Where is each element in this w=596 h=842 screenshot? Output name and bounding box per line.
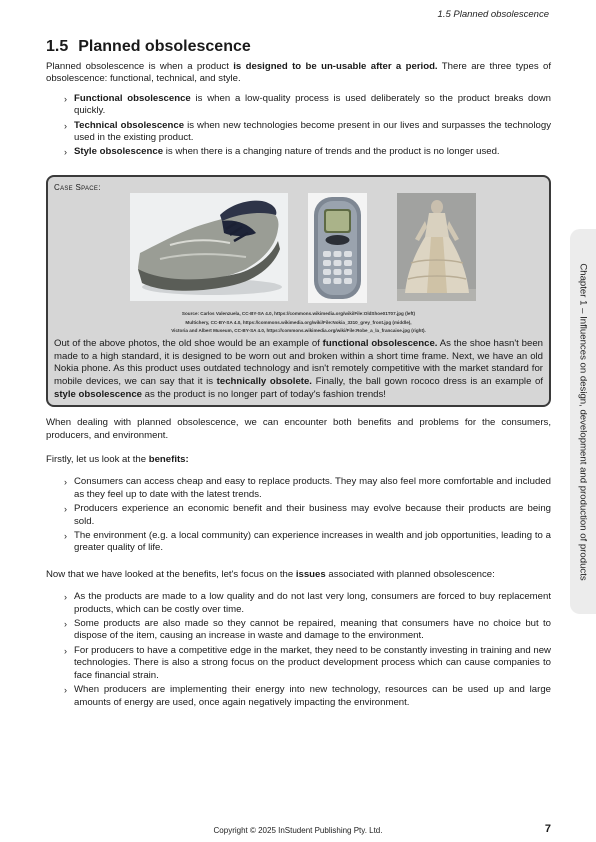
list-item (74, 93, 551, 118)
footer-copyright: Copyright © 2025 InStudent Publishing Pty. Ltd. (213, 826, 383, 835)
running-head: 1.5 Planned obsolescence (437, 9, 549, 20)
case-term-technical: technically obsolete. (216, 376, 312, 388)
worn-shoe-photo (130, 193, 288, 301)
term-technical: Technical obsolescence (74, 119, 185, 131)
case-term-functional: functional obsolescence. (322, 338, 438, 350)
case-text-part: as the product is no longer part of today's fashion trends! (142, 388, 386, 400)
list-item: › Producers experience an economic benefit and their business may evolve because their products are being sold. (74, 503, 551, 528)
page-number: 7 (544, 823, 551, 835)
nokia-phone-photo (308, 193, 367, 303)
page-content (46, 38, 551, 711)
intro-emphasis: is designed to be un-usable after a period. (233, 61, 438, 72)
rococo-gown-photo (397, 193, 476, 301)
case-text-part: Finally, the ball gown rococo dress is an example of (311, 376, 544, 388)
intro-text-a: Planned obsolescence is when a product (46, 61, 234, 72)
case-study-box (46, 175, 551, 407)
section-title (46, 38, 551, 56)
issues-intro-tail: associated with planned obsolescence: (325, 568, 495, 580)
issues-intro (46, 569, 551, 581)
term-functional-desc: is when a low-quality process is used deliberately so the product breaks down quickly. (74, 92, 551, 117)
list-item: › For producers to have a competitive edge in the market, they need to be constantly investing in training and new technologies. There is also a strong focus on the product development process which can cause companies to face financial strain. (74, 645, 551, 682)
benefits-heading: benefits: (148, 454, 189, 466)
chapter-tab-label: Chapter 1 – Influences on design, development and production of products (577, 262, 589, 581)
intro-text-c: There are three types of obsolescence: functional, technical, and style. (46, 61, 551, 85)
term-functional: Functional obsolescence (74, 92, 191, 104)
chapter-tab (570, 229, 596, 614)
issues-heading: issues (295, 568, 326, 580)
list-item: › As the products are made to a low quality and do not last very long, consumers are forced to buy replacement products, which can be costly over time. (74, 591, 551, 616)
dealing-paragraph: When dealing with planned obsolescence, we can encounter both benefits and problems for the consumers, producers, and environment. (46, 417, 551, 441)
section-number: 1.5 (46, 38, 69, 55)
list-item: › Some products are also made so they cannot be repaired, meaning that consumers have no choice but to dispose of the item, causing an increase in waste and damage to the environment. (74, 618, 551, 643)
benefits-intro-text: Firstly, let us look at the (46, 454, 149, 466)
list-item: › The environment (e.g. a local community) can experience increases in wealth and job opportunities, leading to a greater quality of life. (74, 530, 551, 555)
credit-line: Source: Carlos Valenzuela, CC-BY-SA 4.0, https://commons.wikimedia.org/wiki/File:OldShoe01T07.jpg (left) (181, 310, 416, 316)
list-item (74, 120, 551, 145)
issues-intro-text: Now that we have looked at the benefits, let's focus on the (46, 568, 296, 580)
obsolescence-types-list (46, 93, 551, 159)
list-item (74, 146, 551, 158)
list-item: › Consumers can access cheap and easy to replace products. They may also feel more comfortable and included as they feel up to date with the latest trends. (74, 476, 551, 501)
term-technical-desc: is when new technologies become present in our lives and surpasses the technology used in the existing product. (74, 119, 551, 144)
benefits-intro (46, 454, 551, 466)
benefits-list (46, 476, 551, 554)
case-term-style: style obsolescence (54, 388, 142, 400)
issues-list (46, 591, 551, 709)
credit-line: Multichery, CC-BY-SA 4.0, https://commons.wikimedia.org/wiki/File:Nokia_3310_grey_front.jpg (middle), (185, 319, 412, 325)
list-item: › When producers are implementing their energy into new technology, resources can be used up and large amounts of energy are used, once again negatively impacting the environment. (74, 684, 551, 709)
section-title-text: Planned obsolescence (78, 38, 251, 55)
case-text-part: As the shoe hasn't been made to a high standard, it is designed to be worn out and broken within a short time frame. Next, we have an old Nokia phone. As this product uses outdated technology and isn't remotely competitive with the market standard for mobile devices, we can say that it is (54, 338, 543, 388)
credit-line: Victoria and Albert Museum, CC-BY-SA 4.0, https://commons.wikimedia.org/wiki/File:Robe_a_la_francaise.jpg (right). (171, 328, 426, 334)
case-study-label: Case Space: (54, 182, 101, 192)
intro-paragraph (46, 61, 551, 86)
term-style: Style obsolescence (74, 146, 164, 158)
term-style-desc: is when there is a changing nature of trends and the product is no longer used. (163, 146, 500, 158)
photo-credits (54, 310, 543, 336)
case-text-part: Out of the above photos, the old shoe would be an example of (54, 338, 323, 350)
case-study-text (54, 338, 543, 401)
case-study-photos (54, 193, 543, 303)
